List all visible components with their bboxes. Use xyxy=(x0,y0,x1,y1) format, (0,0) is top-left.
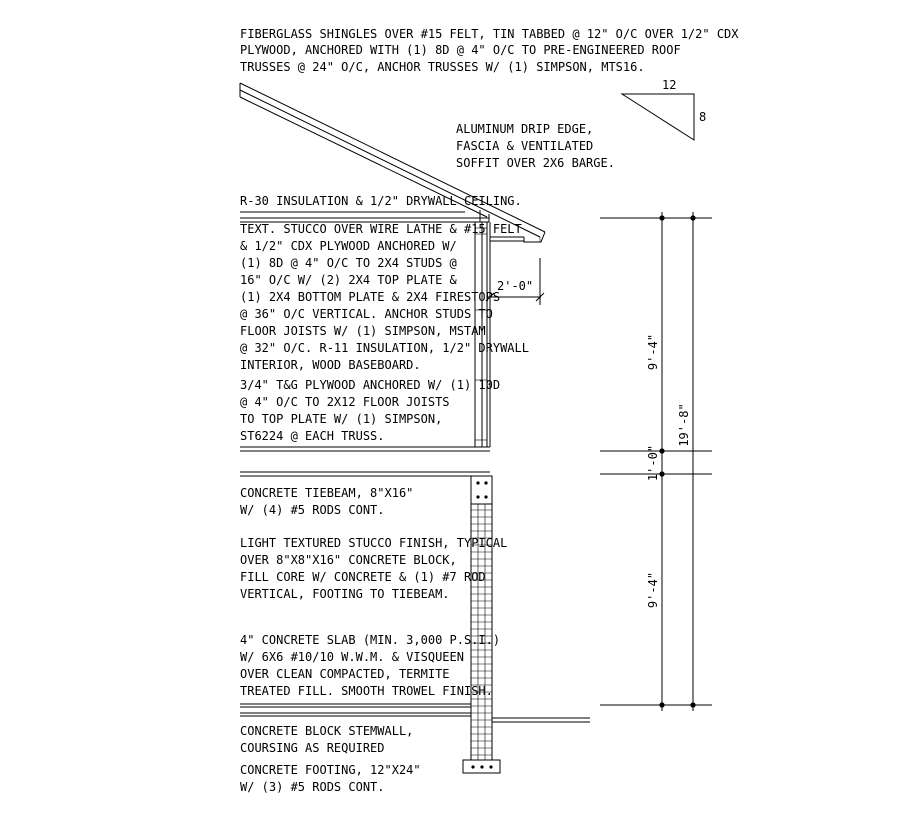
pitch-triangle xyxy=(622,94,694,140)
pitch-run-label: 12 xyxy=(662,78,677,92)
block-note xyxy=(240,536,507,601)
roof-note-line: PLYWOOD, ANCHORED WITH (1) 8D @ 4" O/C TO PRE-ENGINEERED ROOF xyxy=(240,43,681,57)
wall-note-line: 16" O/C W/ (2) 2X4 TOP PLATE & xyxy=(240,273,457,287)
slab-note-line: 4" CONCRETE SLAB (MIN. 3,000 P.S.I.) xyxy=(240,633,501,647)
concrete-footing xyxy=(463,760,500,773)
floor-note-line: TO TOP PLATE W/ (1) SIMPSON, xyxy=(240,412,443,426)
block-note-line: LIGHT TEXTURED STUCCO FINISH, TYPICAL xyxy=(240,536,508,550)
stemwall-note xyxy=(240,724,413,755)
wall-note-line: (1) 8D @ 4" O/C TO 2X4 STUDS @ xyxy=(240,256,457,270)
stemwall-note-line: COURSING AS REQUIRED xyxy=(240,741,385,755)
slab-note xyxy=(240,633,500,698)
lower-wall-dimension-label: 9'-4" xyxy=(646,571,660,609)
concrete-slab xyxy=(240,704,471,716)
floor-note-line: 3/4" T&G PLYWOOD ANCHORED W/ (1) 10D xyxy=(240,378,501,392)
roof-pitch-symbol xyxy=(622,78,706,140)
drip-edge-note-line: SOFFIT OVER 2X6 BARGE. xyxy=(456,156,615,170)
wall-note-line: INTERIOR, WOOD BASEBOARD. xyxy=(240,358,421,372)
block-note-line: OVER 8"X8"X16" CONCRETE BLOCK, xyxy=(240,553,457,567)
wall-note-line: FLOOR JOISTS W/ (1) SIMPSON, MSTAM xyxy=(240,324,486,338)
roof-note xyxy=(240,27,739,74)
drip-edge-note xyxy=(456,122,615,170)
floor-note-line: @ 4" O/C TO 2X12 FLOOR JOISTS xyxy=(240,395,450,409)
ceiling-note: R-30 INSULATION & 1/2" DRYWALL CEILING. xyxy=(240,194,522,208)
footing-note xyxy=(240,763,421,794)
wall-note xyxy=(240,222,529,372)
floor-system xyxy=(240,447,490,476)
roof-note-line: FIBERGLASS SHINGLES OVER #15 FELT, TIN TABBED @ 12" O/C OVER 1/2" CDX xyxy=(240,27,739,41)
block-note-line: VERTICAL, FOOTING TO TIEBEAM. xyxy=(240,587,450,601)
ceiling xyxy=(240,194,522,222)
floor-note xyxy=(240,378,500,443)
upper-wall-dimension-label: 9'-4" xyxy=(646,333,660,371)
block-note-line: FILL CORE W/ CONCRETE & (1) #7 ROD xyxy=(240,570,486,584)
pitch-rise-label: 8 xyxy=(699,110,707,124)
drip-edge-note-line: FASCIA & VENTILATED xyxy=(456,139,594,153)
slab-note-line: OVER CLEAN COMPACTED, TERMITE xyxy=(240,667,450,681)
height-dimensions xyxy=(600,212,712,711)
concrete-tiebeam xyxy=(471,476,492,504)
wall-note-line: (1) 2X4 BOTTOM PLATE & 2X4 FIRESTOPS xyxy=(240,290,501,304)
stemwall-note-line: CONCRETE BLOCK STEMWALL, xyxy=(240,724,414,738)
exterior-grade xyxy=(492,718,590,722)
floor-band-dimension-label: 1'-0" xyxy=(646,444,660,482)
roof-note-line: TRUSSES @ 24" O/C, ANCHOR TRUSSES W/ (1) SIMPSON, MTS16. xyxy=(240,60,645,74)
total-height-dimension-label: 19'-8" xyxy=(677,403,691,447)
wall-note-line: @ 32" O/C. R-11 INSULATION, 1/2" DRYWALL xyxy=(240,341,529,355)
wall-note-line: & 1/2" CDX PLYWOOD ANCHORED W/ xyxy=(240,239,457,253)
tiebeam-note-line: W/ (4) #5 RODS CONT. xyxy=(240,503,385,517)
tiebeam-note-line: CONCRETE TIEBEAM, 8"X16" xyxy=(240,486,414,500)
slab-note-line: TREATED FILL. SMOOTH TROWEL FINISH. xyxy=(240,684,493,698)
tiebeam-note xyxy=(240,486,413,517)
floor-note-line: ST6224 @ EACH TRUSS. xyxy=(240,429,385,443)
footing-note-line: CONCRETE FOOTING, 12"X24" xyxy=(240,763,421,777)
wall-note-line: @ 36" O/C VERTICAL. ANCHOR STUDS TO xyxy=(240,307,493,321)
slab-note-line: W/ 6X6 #10/10 W.W.M. & VISQUEEN xyxy=(240,650,464,664)
drip-edge-note-line: ALUMINUM DRIP EDGE, xyxy=(456,122,594,136)
wall-note-line: TEXT. STUCCO OVER WIRE LATHE & #15 FELT xyxy=(240,222,522,236)
footing-note-line: W/ (3) #5 RODS CONT. xyxy=(240,780,385,794)
overhang-dimension-label: 2'-0" xyxy=(497,279,534,293)
